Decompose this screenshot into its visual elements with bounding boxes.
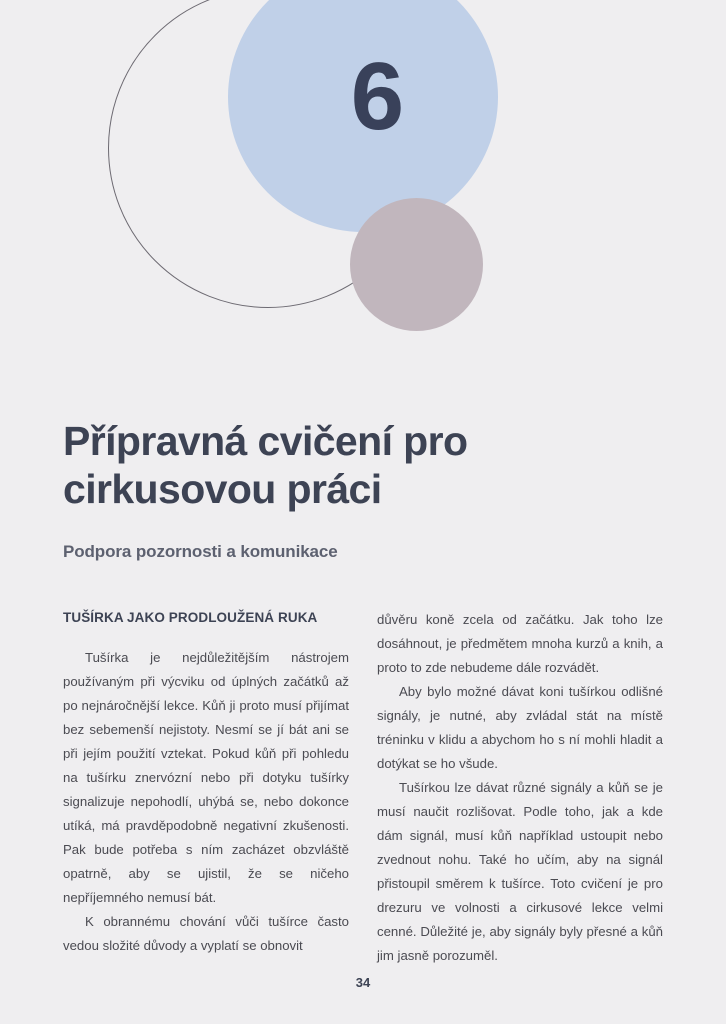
body-paragraph: Tušírkou lze dávat různé signály a kůň se je musí naučit rozlišovat. Podle toho, jak a kde dám signál, musí kůň například ustoupit nebo zvednout nohu. Také ho učím, aby na signál přistoupil směrem k tušírce. Toto cvičení je pro drezuru ve volnosti a cirkusové lekce velmi cenné. Důležité je, aby signály byly přesné a kůň jim jasně porozuměl. xyxy=(377,780,663,964)
right-column xyxy=(377,608,663,968)
body-paragraph: důvěru koně zcela od začátku. Jak toho lze dosáhnout, je předmětem mnoha kurzů a knih, a proto to zde nebudeme dále rozvádět. xyxy=(377,612,663,676)
page-subtitle: Podpora pozornosti a komunikace xyxy=(63,541,338,561)
chapter-number: 6 xyxy=(350,43,404,150)
body-paragraph: Aby bylo možné dávat koni tušírkou odlišné signály, je nutné, aby zvládal stát na místě tréninku v klidu a abychom ho s ní mohli hladit a dotýkat se ho všude. xyxy=(377,684,663,772)
page-title: Přípravná cvičení pro cirkusovou práci xyxy=(63,418,468,512)
body-paragraph: Tušírka je nejdůležitějším nástrojem používaným při výcviku od úplných začátků až po nejnáročnější lekce. Kůň ji proto musí přijímat bez sebemenší nejistoty. Nesmí se jí bát ani se při jejím použití vztekat. Pokud kůň při pohledu na tušírku znervózní nebo při dotyku tušírky signalizuje nepohodlí, uhýbá se, nebo dokonce utíká, má pravděpodobně negativní zkušenosti. Pak bude potřeba s ním zacházet obzvláště opatrně, aby se ujistil, že se ničeho nepříjemného nemusí bát. xyxy=(63,650,349,906)
mauve-circle-shape xyxy=(350,198,483,331)
body-paragraph: K obrannému chování vůči tušírce často vedou složité důvody a vyplatí se obnovit xyxy=(63,914,349,954)
left-column xyxy=(63,608,349,968)
decorative-header-graphic xyxy=(0,0,726,390)
page-number: 34 xyxy=(355,975,371,990)
section-heading: TUŠÍRKA JAKO PRODLOUŽENÁ RUKA xyxy=(63,610,318,625)
body-columns xyxy=(63,608,663,968)
title-block xyxy=(63,418,663,562)
